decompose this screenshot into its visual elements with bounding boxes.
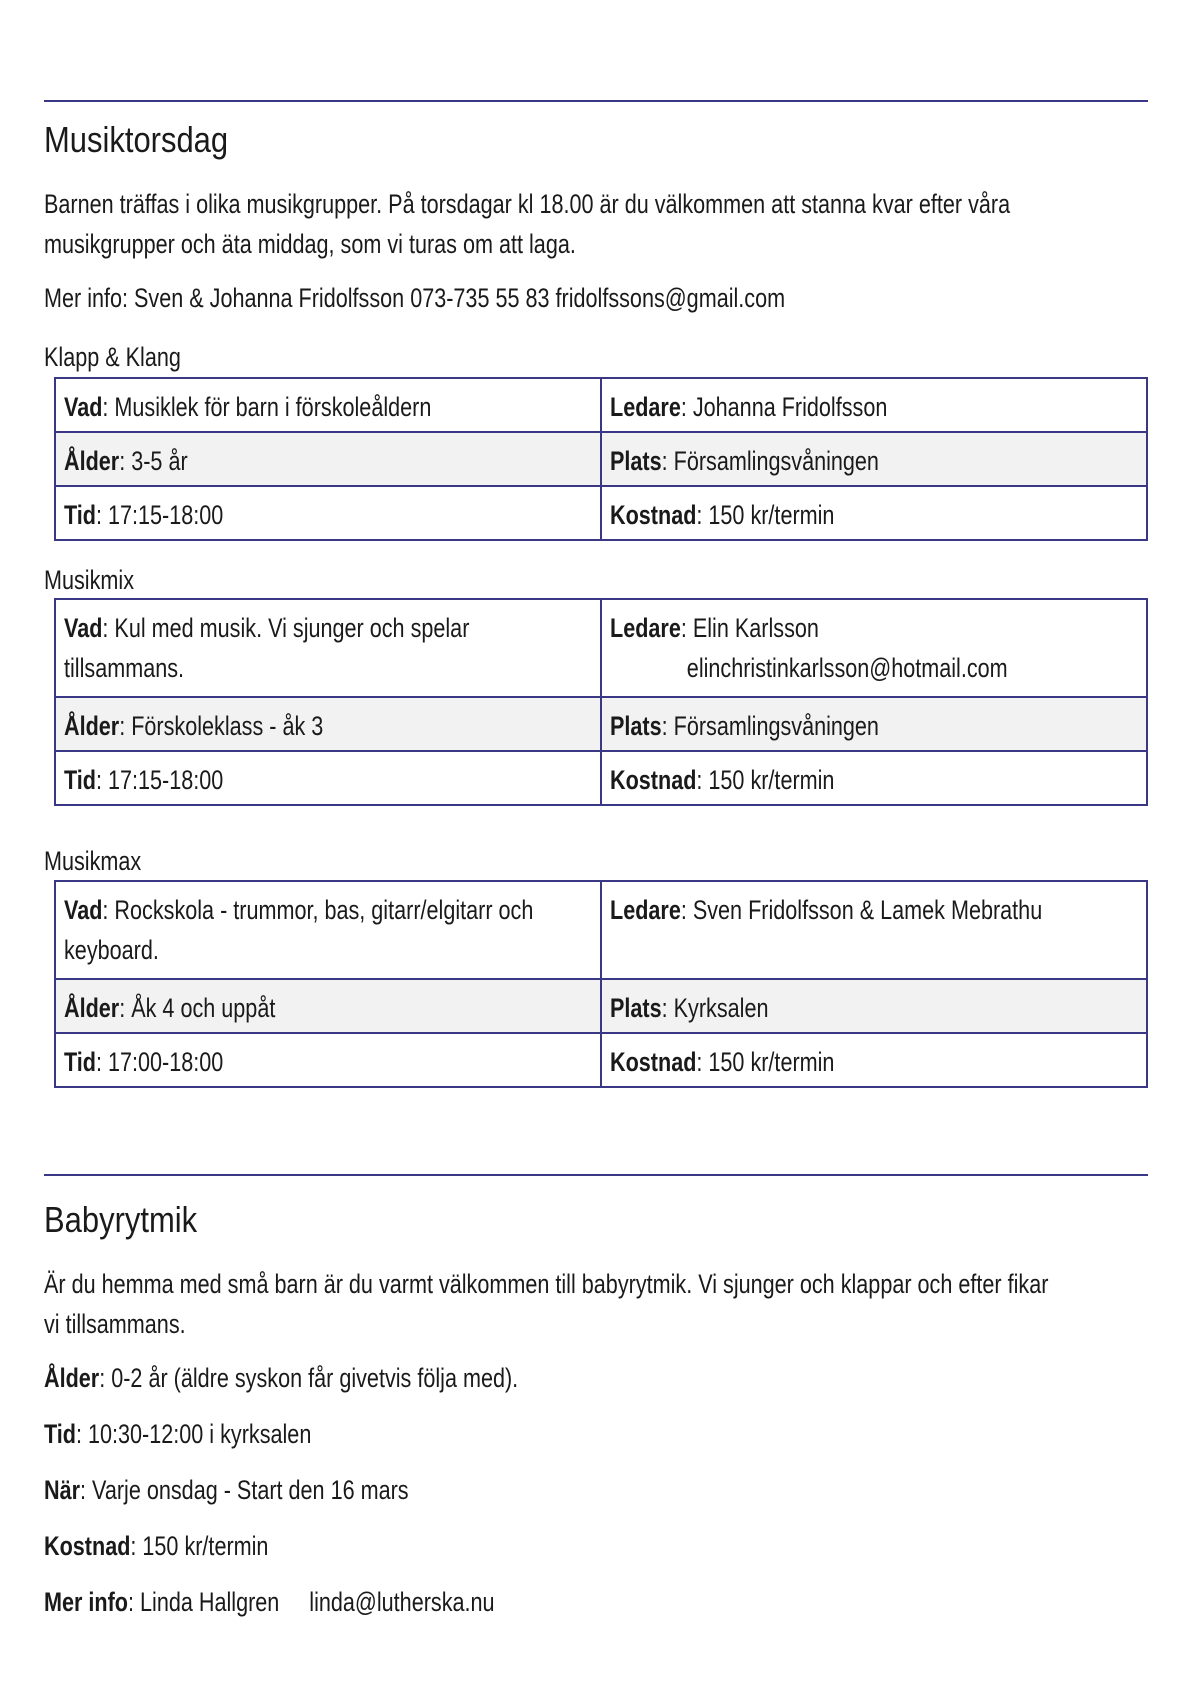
table-row bbox=[55, 1033, 1147, 1087]
musiktorsdag-header bbox=[44, 118, 1148, 162]
table-cell: Ledare: Johanna Fridolfsson bbox=[601, 378, 1147, 432]
table-cell: Kostnad: 150 kr/termin bbox=[601, 751, 1147, 805]
group-table-klapp-klang bbox=[54, 377, 1148, 541]
group-heading bbox=[44, 563, 1148, 597]
table-cell: Plats: Församlingsvåningen bbox=[601, 697, 1147, 751]
table-cell: Ålder: 3-5 år bbox=[55, 432, 601, 486]
musiktorsdag-contact bbox=[44, 278, 1148, 318]
group-name: Klapp & Klang bbox=[44, 342, 181, 372]
table-cell: Ålder: Åk 4 och uppåt bbox=[55, 979, 601, 1033]
table-row bbox=[55, 599, 1147, 697]
section-divider bbox=[44, 1174, 1148, 1176]
baby-when: När: Varje onsdag - Start den 16 mars bbox=[44, 1475, 409, 1505]
table-cell: Ledare: Sven Fridolfsson & Lamek Mebrathu bbox=[601, 881, 1147, 979]
group-table-musikmix bbox=[54, 598, 1148, 806]
babyrytmik-intro bbox=[44, 1264, 1148, 1344]
table-cell: Tid: 17:00-18:00 bbox=[55, 1033, 601, 1087]
table-row bbox=[55, 697, 1147, 751]
table-cell: Vad: Kul med musik. Vi sjunger och spelar tillsammans. bbox=[55, 599, 601, 697]
section-divider bbox=[44, 100, 1148, 102]
baby-time: Tid: 10:30-12:00 i kyrksalen bbox=[44, 1419, 312, 1449]
table-row bbox=[55, 881, 1147, 979]
table-row bbox=[55, 751, 1147, 805]
table-row bbox=[55, 432, 1147, 486]
intro-line: Är du hemma med små barn är du varmt välkommen till babyrytmik. Vi sjunger och klappar och efter fikar bbox=[44, 1269, 1049, 1299]
table-cell: Tid: 17:15-18:00 bbox=[55, 486, 601, 540]
contact-info: Mer info: Sven & Johanna Fridolfsson 073-735 55 83 fridolfssons@gmail.com bbox=[44, 283, 786, 313]
table-row bbox=[55, 486, 1147, 540]
group-table-musikmax bbox=[54, 880, 1148, 1088]
group-name: Musikmax bbox=[44, 846, 142, 876]
musiktorsdag-intro bbox=[44, 184, 1148, 264]
table-cell: Kostnad: 150 kr/termin bbox=[601, 486, 1147, 540]
table-cell: Plats: Kyrksalen bbox=[601, 979, 1147, 1033]
table-cell: Vad: Musiklek för barn i förskoleåldern bbox=[55, 378, 601, 432]
babyrytmik-header bbox=[44, 1198, 1148, 1242]
group-heading bbox=[44, 340, 1148, 374]
intro-line: vi tillsammans. bbox=[44, 1309, 186, 1339]
table-cell: Ålder: Förskoleklass - åk 3 bbox=[55, 697, 601, 751]
table-cell: Tid: 17:15-18:00 bbox=[55, 751, 601, 805]
intro-line: musikgrupper och äta middag, som vi turas om att laga. bbox=[44, 229, 576, 259]
table-cell: Ledare: Elin Karlsson elinchristinkarlsson@hotmail.com bbox=[601, 599, 1147, 697]
group-heading bbox=[44, 844, 1148, 878]
musiktorsdag-section bbox=[44, 100, 1148, 102]
table-cell: Vad: Rockskola - trummor, bas, gitarr/elgitarr och keyboard. bbox=[55, 881, 601, 979]
table-row bbox=[55, 378, 1147, 432]
section-title: Musiktorsdag bbox=[44, 119, 229, 160]
baby-contact: Mer info: Linda Hallgren linda@lutherska.nu bbox=[44, 1587, 495, 1617]
section-title: Babyrytmik bbox=[44, 1199, 198, 1240]
group-name: Musikmix bbox=[44, 565, 134, 595]
table-row bbox=[55, 979, 1147, 1033]
table-cell: Plats: Församlingsvåningen bbox=[601, 432, 1147, 486]
baby-cost: Kostnad: 150 kr/termin bbox=[44, 1531, 269, 1561]
babyrytmik-section bbox=[44, 1174, 1148, 1176]
baby-age: Ålder: 0-2 år (äldre syskon får givetvis följa med). bbox=[44, 1363, 519, 1393]
leader-email: elinchristinkarlsson@hotmail.com bbox=[686, 653, 1008, 683]
table-cell: Kostnad: 150 kr/termin bbox=[601, 1033, 1147, 1087]
intro-line: Barnen träffas i olika musikgrupper. På torsdagar kl 18.00 är du välkommen att stanna kvar efter våra bbox=[44, 189, 1011, 219]
